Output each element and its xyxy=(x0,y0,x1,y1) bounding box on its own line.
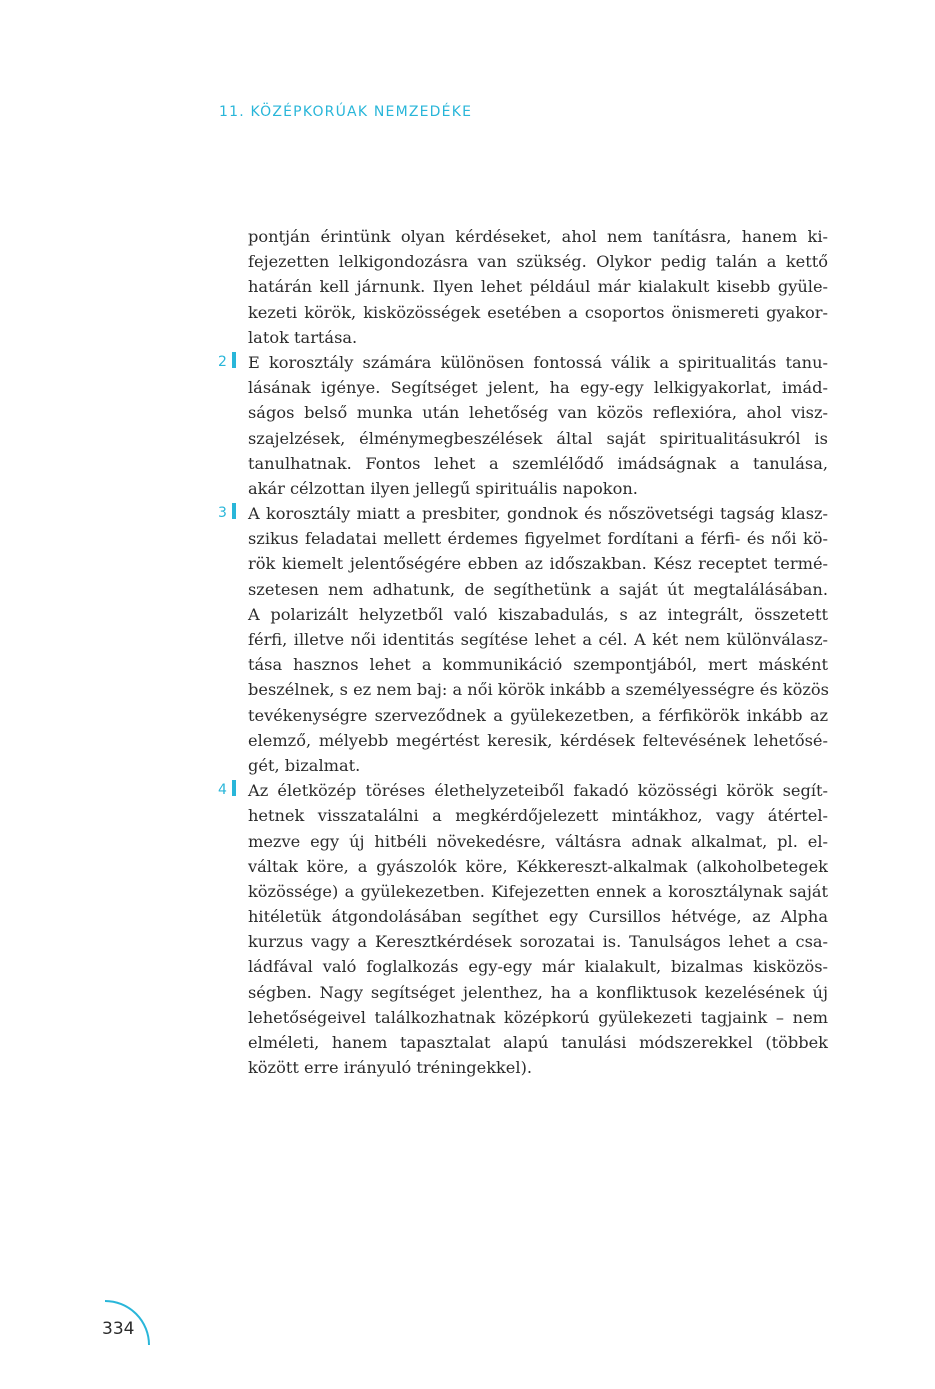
text-line: közössége) a gyülekezetben. Kifejezetten ennek a korosztálynak saját xyxy=(248,881,828,901)
text-line xyxy=(218,350,828,375)
text-line: férfi, illetve női identitás segítése lehet a cél. A két nem különválasz- xyxy=(248,630,828,649)
text-line: kezeti körök, kisközösségek esetében a csoportos önismereti gyakor- xyxy=(248,302,828,322)
text-line: ságos belső munka után lehetőség van közös reflexióra, ahol visz- xyxy=(248,403,828,423)
text-line: ségben. Nagy segítséget jelenthez, ha a konfliktusok kezelésének új xyxy=(248,982,828,1002)
text-line: kurzus vagy a Keresztkérdések sorozatai is. Tanulságos lehet a csa- xyxy=(248,932,828,952)
text-line: beszélnek, s ez nem baj: a női körök inkább a személyességre és közös xyxy=(248,680,829,700)
text-line: szikus feladatai mellett érdemes figyelmet fordítani a férfi- és női kö- xyxy=(248,529,828,549)
item-marker xyxy=(218,778,236,803)
text-line: lásának igénye. Segítséget jelent, ha egy-egy lelkigyakorlat, imád- xyxy=(248,378,828,398)
list-item-4 xyxy=(218,778,828,1080)
text-line: akár célzottan ilyen jellegű spirituális napokon. xyxy=(248,478,638,498)
text-line: pontján érintünk olyan kérdéseket, ahol nem tanításra, hanem ki- xyxy=(248,227,828,246)
text-line: elemző, mélyebb megértést keresik, kérdések feltevésének lehetősé- xyxy=(248,730,828,750)
list-item-2 xyxy=(218,350,828,501)
item-line-text: Az életközép töréses élethelyzeteiből fakadó közösségi körök segít- xyxy=(248,781,828,801)
bar-icon xyxy=(232,780,236,796)
text-line: tevékenységre szerveződnek a gyülekezetben, a férfikörök inkább az xyxy=(248,705,828,725)
text-line: váltak köre, a gyászolók köre, Kékkereszt-alkalmak (alkoholbetegek xyxy=(248,856,828,876)
bar-icon xyxy=(232,503,236,519)
text-line: hitéletük átgondolásában segíthet egy Cursillos hétvége, az Alpha xyxy=(248,907,828,927)
text-line: között erre irányuló tréningekkel). xyxy=(248,1058,533,1078)
bar-icon xyxy=(232,352,236,368)
text-line: tása hasznos lehet a kommunikáció szempontjából, mert másként xyxy=(248,655,828,675)
text-line xyxy=(218,778,828,803)
text-line: A polarizált helyzetből való kiszabadulás, s az integrált, összetett xyxy=(248,604,828,624)
body-text xyxy=(218,224,829,1080)
item-marker xyxy=(218,501,236,526)
page-number: 334 xyxy=(102,1319,135,1339)
text-line: elméleti, hanem tapasztalat alapú tanulási módszerekkel (többek xyxy=(248,1033,828,1052)
text-line: szajelzések, élménymegbeszélések által saját spiritualitásukról is xyxy=(248,428,828,448)
text-line: gét, bizalmat. xyxy=(248,755,361,775)
text-line: fejezetten lelkigondozásra van szükség. Olykor pedig talán a kettő xyxy=(248,252,828,272)
list-item-3 xyxy=(218,501,829,778)
text-line: hetnek visszatalálni a megkérdőjelezett mintákhoz, vagy átértel- xyxy=(248,806,828,826)
text-line: határán kell járnunk. Ilyen lehet például már kialakult kisebb gyüle- xyxy=(248,277,828,297)
item-number: 4 xyxy=(218,782,227,799)
text-line xyxy=(218,501,828,526)
text-line: latok tartása. xyxy=(248,327,358,347)
item-number: 3 xyxy=(218,505,227,522)
text-line: rök kiemelt jelentőségére ebben az időszakban. Kész receptet termé- xyxy=(248,554,828,574)
text-line: ládfával való foglalkozás egy-egy már kialakult, bizalmas kisközös- xyxy=(248,957,828,977)
running-head: 11. KÖZÉPKORÚAK NEMZEDÉKE xyxy=(219,104,473,120)
text-line: lehetőségeivel találkozhatnak középkorú gyülekezeti tagjaink – nem xyxy=(248,1007,828,1027)
text-line: tanulhatnak. Fontos lehet a szemlélődő imádságnak a tanulása, xyxy=(248,453,828,473)
item-number: 2 xyxy=(218,353,227,370)
item-line-text: E korosztály számára különösen fontossá válik a spiritualitás tanu- xyxy=(248,352,828,372)
item-line-text: A korosztály miatt a presbiter, gondnok és nőszövetségi tagság klasz- xyxy=(248,504,828,524)
text-line: szetesen nem adhatunk, de segíthetünk a saját út megtalálásában. xyxy=(248,579,828,599)
text-line: mezve egy új hitbéli növekedésre, váltásra adnak alkalmat, pl. el- xyxy=(248,831,828,851)
item-marker xyxy=(218,350,236,375)
